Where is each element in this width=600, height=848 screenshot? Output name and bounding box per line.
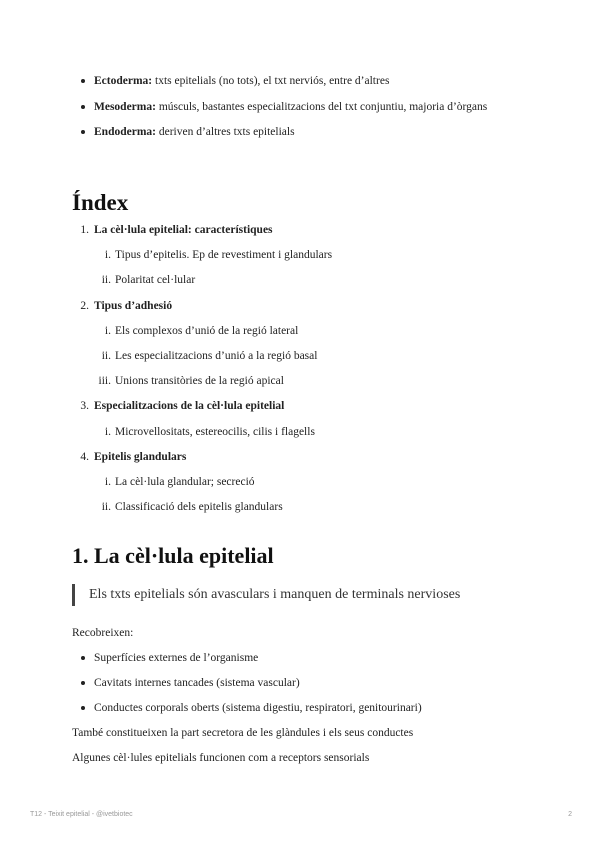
term-description: txts epitelials (no tots), el txt nerviós, entre d’altres [152,75,390,87]
page-number: 2 [568,811,572,818]
toc-text: Microvellositats, estereocilis, cilis i flagells [115,425,315,438]
paragraph: També constitueixen la part secretora de les glàndules i els seus conductes [72,727,414,739]
list-item: Superfícies externes de l’organisme [72,651,572,676]
toc-number: 1. [80,224,89,236]
section-heading: 1. La cèl·lula epitelial [72,543,274,568]
toc-section[interactable] [72,299,572,324]
toc-text: Unions transitòries de la regió apical [115,375,284,388]
toc-number: i. [104,425,111,438]
toc-number: i. [104,249,111,262]
toc-text: Les especialitzacions d’unió a la regió basal [115,349,318,362]
toc-text: Classificació dels epitelis glandulars [115,501,283,514]
list-item [72,125,572,151]
toc-number: i. [104,324,111,337]
blockquote: Els txts epitelials són avasculars i manquen de terminals nervioses [72,584,559,606]
toc-section[interactable] [72,450,572,475]
toc-title: La cèl·lula epitelial: característiques [94,224,273,236]
table-of-contents [72,223,572,525]
toc-section[interactable] [72,223,572,248]
list-item [72,100,572,126]
toc-number: ii. [101,501,111,514]
covers-list [72,651,572,726]
term: Ectoderma: [94,75,153,87]
toc-subitem[interactable] [72,248,572,273]
toc-subitem[interactable] [72,349,572,374]
toc-title: Especialitzacions de la cèl·lula epitelial [94,400,285,413]
toc-number: i. [104,475,111,488]
term-description: músculs, bastantes especialitzacions del txt conjuntiu, majoria d’òrgans [155,100,488,113]
toc-number: iii. [98,375,111,388]
list-item [72,74,572,100]
toc-title: Tipus d’adhesió [94,299,173,312]
toc-subitem[interactable] [72,273,572,298]
toc-number: 3. [80,400,89,413]
toc-text: Els complexos d’unió de la regió lateral [115,324,299,337]
term: Mesoderma: [94,100,156,113]
toc-number: 4. [80,450,89,463]
toc-subitem[interactable] [72,425,572,450]
footer-text: T12 - Teixit epitelial - @ivetbiotec [30,811,133,818]
toc-text: Polaritat cel·lular [115,274,196,287]
term: Endoderma: [94,126,156,138]
paragraph: Algunes cèl·lules epitelials funcionen com a receptors sensorials [72,752,370,764]
lead-text: Recobreixen: [72,627,134,639]
toc-text: Tipus d’epitelis. Ep de revestiment i glandulars [115,249,333,262]
index-heading: Índex [72,190,129,215]
toc-title: Epitelis glandulars [94,450,187,463]
toc-number: 2. [80,299,89,312]
list-item: Cavitats internes tancades (sistema vascular) [72,676,572,701]
toc-number: ii. [101,349,111,362]
toc-number: ii. [101,274,111,287]
toc-subitem[interactable] [72,500,572,525]
germ-layer-list [72,74,572,151]
term-description: deriven d’altres txts epitelials [155,126,295,138]
toc-subitem[interactable] [72,475,572,500]
toc-subitem[interactable] [72,374,572,399]
toc-section[interactable] [72,399,572,424]
list-item: Conductes corporals oberts (sistema digestiu, respiratori, genitourinari) [72,701,572,726]
toc-subitem[interactable] [72,324,572,349]
toc-text: La cèl·lula glandular; secreció [115,475,255,488]
